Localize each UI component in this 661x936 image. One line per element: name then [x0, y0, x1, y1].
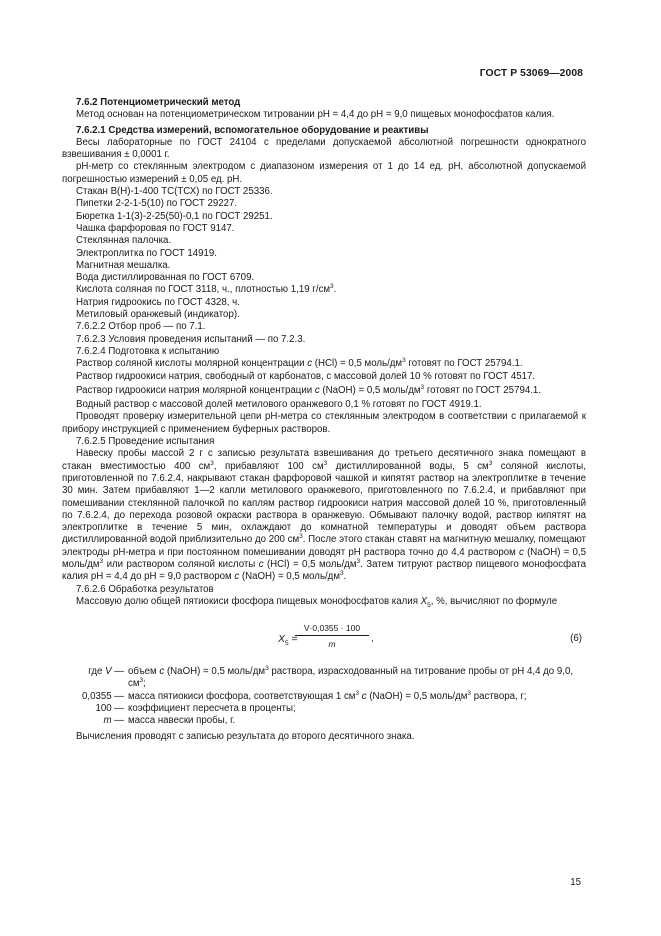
equipment-item-1: Весы лабораторные по ГОСТ 24104 с пределами допускаемой абсолютной погрешности однократного взвешивания ± 0,0001 г.	[62, 136, 586, 161]
section-7-6-2-5-title: 7.6.2.5 Проведение испытания	[76, 436, 215, 448]
section-7-6-2-title: 7.6.2 Потенциометрический метод	[76, 97, 241, 108]
where-row-v: где V — объем с (NaOH) = 0,5 моль/$дм^3$ раствора, израсходованный на титрование пробы от рН 4,4 до 9,0, $см^3$;	[88, 664, 574, 690]
section-7-6-2-6-title: 7.6.2.6 Обработка результатов	[76, 583, 214, 595]
equipment-item-6: Чашка фарфоровая по ГОСТ 9147.	[76, 222, 235, 234]
prep-paragraph-2: Раствор гидроокиси натрия, свободный от карбонатов, с массовой долей 10 % готовят по ГОСТ 4517.	[76, 370, 536, 382]
section-7-6-2-4-title: 7.6.2.4 Подготовка к испытанию	[76, 345, 220, 357]
equipment-item-2: рН-метр со стеклянным электродом с диапазоном измерения от 1 до 14 ед. рН, абсолютной допускаемой погрешностью измерений ± 0,05 ед. рН.	[62, 161, 586, 185]
results-final: Вычисления проводят с записью результата до второго десятичного знака.	[76, 730, 415, 742]
formula-fraction	[295, 622, 369, 651]
equipment-item-naoh: Натрия гидроокись по ГОСТ 4328, ч.	[76, 296, 240, 308]
equipment-item-3: Стакан В(Н)-1-400 ТС(ТСХ) по ГОСТ 25336.	[76, 186, 273, 198]
prep-paragraph-1: Раствор соляной кислоты молярной концентрации с (HCl) = 0,5 моль/$дм^3$ готовят по ГОСТ 25794.1.	[76, 357, 523, 370]
equipment-item-hcl: Кислота соляная по ГОСТ 3118, ч., плотностью 1,19 $г/см^3$.	[76, 283, 337, 296]
prep-paragraph-3: Раствор гидроокиси натрия молярной концентрации с (NaOH) = 0,5 моль/$дм^3$ готовят по ГОСТ 25794.1.	[76, 383, 542, 396]
equipment-item-8: Электроплитка по ГОСТ 14919.	[76, 247, 217, 259]
formula-6	[62, 620, 586, 660]
equipment-item-indicator: Метиловый оранжевый (индикатор).	[76, 309, 240, 321]
formula-lhs: $X_5$ =	[278, 633, 298, 648]
where-row-m: m — масса навески пробы, г.	[103, 715, 236, 727]
where-row-100: 100 — коэффициент пересчета в проценты;	[95, 703, 296, 715]
formula-numerator: V·0,0355 · 100	[295, 622, 369, 636]
equipment-item-4: Пипетки 2-2-1-5(10) по ГОСТ 29227.	[76, 198, 238, 210]
section-7-6-2-2: 7.6.2.2 Отбор проб — по 7.1.	[76, 321, 206, 333]
equipment-item-10: Вода дистиллированная по ГОСТ 6709.	[76, 272, 255, 284]
where-row-0-0355: 0,0355 — масса пятиокиси фосфора, соответствующая 1 $см^3$ с (NaOH) = 0,5 моль/$дм^3$ раствора, г;	[81, 689, 527, 702]
section-7-6-2-3: 7.6.2.3 Условия проведения испытаний — по 7.2.3.	[76, 333, 306, 345]
equipment-item-7: Стеклянная палочка.	[76, 235, 172, 247]
equipment-item-5: Бюретка 1-1(3)-2-25(50)-0,1 по ГОСТ 29251.	[76, 210, 273, 222]
equipment-item-9: Магнитная мешалка.	[76, 259, 171, 271]
formula-comma: ,	[371, 633, 374, 645]
page-header-standard: ГОСТ Р 53069—2008	[479, 68, 583, 79]
results-intro: Массовую долю общей пятиокиси фосфора пищевых монофосфатов калия $X_5$, %, вычисляют по формуле	[76, 595, 558, 609]
page-number: 15	[570, 877, 581, 888]
document-body	[62, 97, 586, 743]
formula-number: (6)	[570, 633, 582, 645]
procedure-paragraph: Навеску пробы массой 2 г с записью результата взвешивания до третьего десятичного знака помещают в стакан вместимостью 400 $см^3$, прибавляют 100 $см^3$ дистиллированной воды, 5 $см^3$ соляной кислоты, приготовленной по 7.6.2.4, накрывают стакан фарфоровой чашкой и кипятят раствор на электроплитке в течение 30 мин. Затем прибавляют 1—2 капли метилового оранжевого, приготовленного по 7.6.2.4, и прибавляют при помешивании стеклянной палочкой по каплям раствор гидроокиси натрия массовой долей 10 %, приготовленный по 7.6.2.4, до перехода розовой окраски раствора в оранжевую. Обмывают палочку водой, раствор кипятят на электроплитке в течение 5 мин, охлаждают до комнатной температуры и доводят объем раствора дистиллированной водой приблизительно до 200 $см^3$. После этого стакан ставят на магнитную мешалку, помещают электроды рН-метра и при постоянном помешивании доводят рН раствора точно до 4,4 раствором с (NaOH) = 0,5 моль/$дм^3$ или раствором соляной кислоты с (HCl) = 0,5 моль/$дм^3$. Затем титруют раствор пищевого монофосфата калия рН = 4,4 до рН = 9,0 раствором с (NaOH) = 0,5 моль/$дм^3$.	[62, 448, 586, 583]
section-7-6-2-intro: Метод основан на потенциометрическом титровании рН = 4,4 до рН = 9,0 пищевых монофосфатов калия.	[76, 109, 555, 121]
formula-denominator: m	[328, 639, 336, 650]
section-7-6-2-1-title: 7.6.2.1 Средства измерений, вспомогательное оборудование и реактивы	[76, 124, 429, 136]
prep-paragraph-5: Проводят проверку измерительной цепи рН-метра со стеклянным электродом в соответствии с прилагаемой к прибору инструкцией с применением буферных растворов.	[62, 411, 586, 435]
prep-paragraph-4: Водный раствор с массовой долей метилового оранжевого 0,1 % готовят по ГОСТ 4919.1.	[76, 399, 482, 411]
